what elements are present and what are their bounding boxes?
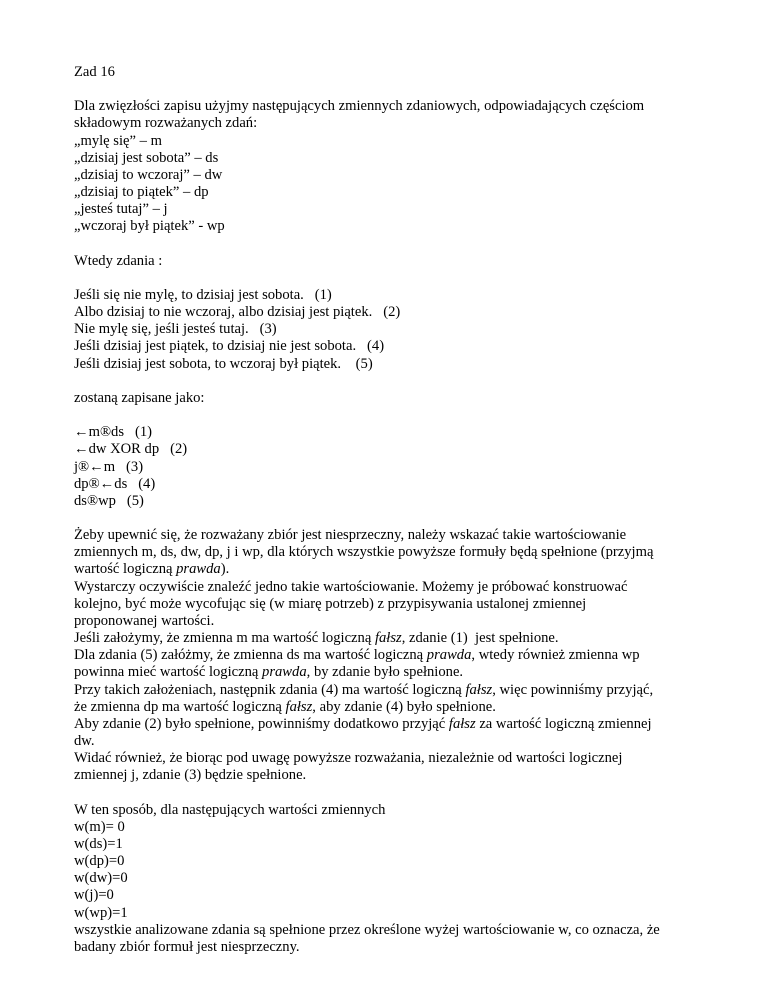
document-title: Zad 16 [74,64,115,80]
variable-definition: „dzisiaj to piątek” – dp [74,184,209,201]
emphasis: prawda [176,561,221,578]
sentence: Jeśli dzisiaj jest sobota, to wczoraj był piątek. (5) [74,355,373,372]
sentence: Jeśli się nie mylę, to dzisiaj jest sobota. (1) [74,286,332,303]
explanation-line: zmiennej j, zdanie (3) będzie spełnione. [74,767,307,784]
spacer [74,236,714,253]
valuation: w(wp)=1 [74,904,128,921]
sentence: Albo dzisiaj to nie wczoraj, albo dzisiaj jest piątek. (2) [74,304,401,321]
text: , więc powinniśmy przyjąć, [492,681,654,698]
text: , wtedy również zmienna wp [471,647,640,664]
text: że zmienna dp ma wartość logiczną [74,698,286,715]
formula: ←m®ds (1) [74,424,152,441]
explanation-line [74,699,714,716]
emphasis: fałsz [448,715,476,732]
spacer [74,373,714,390]
text: Jeśli założymy, że zmienna m ma wartość logiczną [74,630,375,647]
explanation-line [74,682,714,699]
spacer [74,270,714,287]
text: , by zdanie było spełnione. [306,664,464,681]
text: Przy takich założeniach, następnik zdania (4) ma wartość logiczną [74,681,466,698]
conclusion-line: wszystkie analizowane zdania są spełnione przez określone wyżej wartościowanie w, co oznacza, że [74,921,660,938]
text: powinna mieć wartość logiczną [74,664,263,681]
explanation-line [74,664,714,681]
emphasis: prawda [426,647,472,664]
valuation: w(dp)=0 [74,853,125,870]
valuation-intro: W ten sposób, dla następujących wartości zmiennych [74,801,386,818]
text: za wartość logiczną zmiennej [475,715,652,732]
variable-definition: „wczoraj był piątek” - wp [74,218,225,235]
formula: j®←m (3) [74,458,144,475]
text: ). [220,561,230,578]
intro-line: składowym rozważanych zdań: [74,115,258,132]
valuation: w(dw)=0 [74,870,128,887]
text: Dla zdania (5) załóżmy, że zmienna ds ma wartość logiczną [74,647,427,664]
sentence: Nie mylę się, jeśli jesteś tutaj. (3) [74,321,277,338]
explanation-line [74,647,714,664]
text: Aby zdanie (2) było spełnione, powinniśmy dodatkowo przyjąć [74,715,449,732]
formula: ds®wp (5) [74,492,144,509]
explanation-line: zmiennych m, ds, dw, dp, j i wp, dla których wszystkie powyższe formuły będą spełnione (przyjmą [74,544,654,561]
emphasis: fałsz [285,698,313,715]
explanation-line: proponowanej wartości. [74,612,215,629]
text: wartość logiczną [74,561,177,578]
explanation-line [74,561,714,578]
spacer [74,510,714,527]
explanation-line: Wystarczy oczywiście znaleźć jedno takie wartościowanie. Możemy je próbować konstruować [74,578,628,595]
emphasis: prawda [262,664,307,681]
explanation-line: Widać również, że biorąc pod uwagę powyższe rozważania, niezależnie od wartości logicznej [74,750,623,767]
text: , zdanie (1) jest spełnione. [401,630,559,647]
formula: dp®←ds (4) [74,475,156,492]
variable-definition: „mylę się” – m [74,132,162,149]
then-label: Wtedy zdania : [74,252,163,269]
text: , aby zdanie (4) było spełnione. [312,698,496,715]
explanation-line: Żeby upewnić się, że rozważany zbiór jest niesprzeczny, należy wskazać takie wartościowanie [74,527,627,544]
sentence: Jeśli dzisiaj jest piątek, to dzisiaj nie jest sobota. (4) [74,338,385,355]
explanation-line [74,716,714,733]
variable-definition: „jesteś tutaj” – j [74,201,168,218]
explanation-line: dw. [74,733,95,749]
spacer [74,784,714,801]
valuation: w(j)=0 [74,887,114,904]
valuation: w(ds)=1 [74,835,123,852]
intro-line: Dla zwięzłości zapisu użyjmy następujących zmiennych zdaniowych, odpowiadających częściom [74,98,645,115]
explanation-line [74,630,714,647]
emphasis: fałsz [374,630,402,647]
emphasis: fałsz [465,681,493,698]
formula: ←dw XOR dp (2) [74,441,188,458]
conclusion-line: badany zbiór formuł jest niesprzeczny. [74,938,300,955]
written-as-label: zostaną zapisane jako: [74,389,205,406]
variable-definition: „dzisiaj to wczoraj” – dw [74,166,223,183]
explanation-line: kolejno, być może wycofując się (w miarę potrzeb) z przypisywania ustalonej zmiennej [74,595,587,612]
explanation-paragraph [74,527,714,784]
spacer [74,81,714,98]
document-page [74,64,714,956]
variable-definition: „dzisiaj jest sobota” – ds [74,149,219,166]
spacer [74,407,714,424]
valuation: w(m)= 0 [74,818,125,835]
